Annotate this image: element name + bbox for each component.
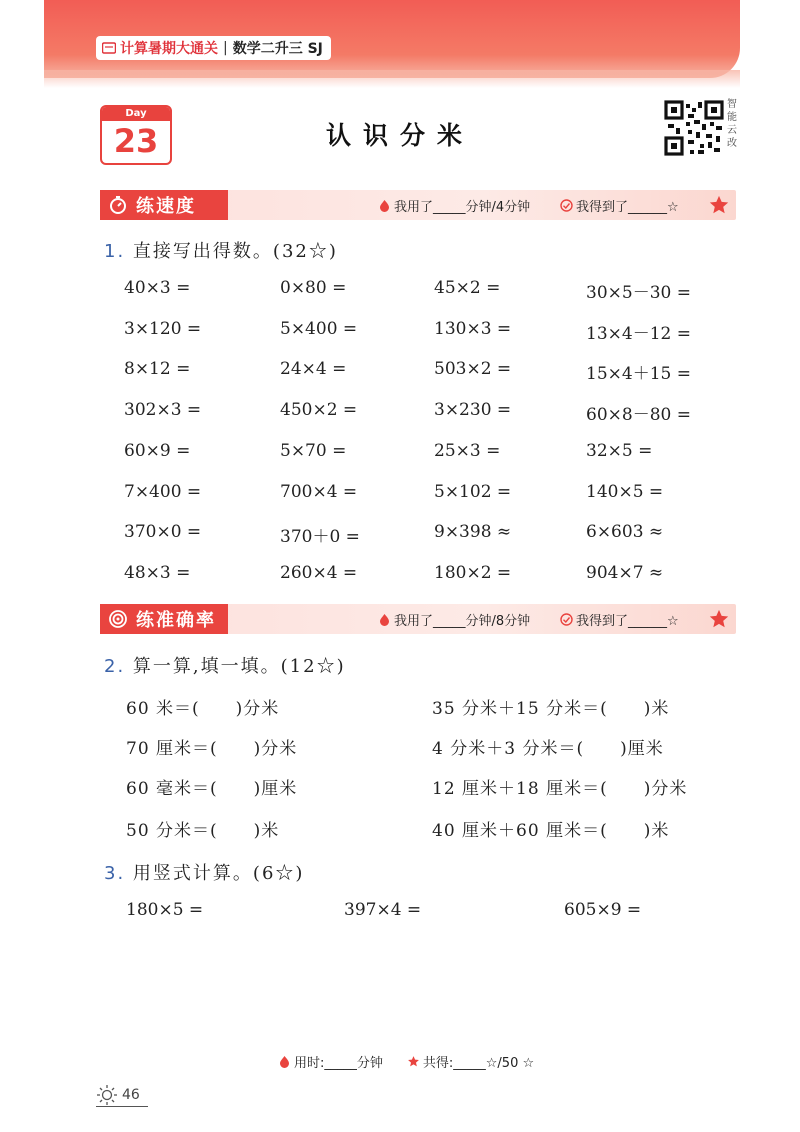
fill-item[interactable]: 4 分米＋3 分米＝( )厘米: [432, 739, 664, 759]
question-3-title: [104, 859, 304, 885]
sun-icon: [96, 1084, 118, 1106]
oral-calc-item[interactable]: 700×4 =: [280, 482, 358, 502]
question-1-title: [104, 237, 338, 263]
oral-calc-item[interactable]: 13×4－12 =: [586, 324, 691, 344]
score-speed: [560, 196, 679, 215]
series-name: 计算暑期大通关: [120, 41, 218, 57]
oral-calc-item[interactable]: 140×5 =: [586, 482, 664, 502]
oral-calc-item[interactable]: 5×400 =: [280, 319, 358, 339]
oral-calc-item[interactable]: 5×70 =: [280, 441, 347, 461]
page-number: [96, 1084, 140, 1106]
oral-calc-item[interactable]: 450×2 =: [280, 400, 358, 420]
question-2-number: 2.: [104, 656, 126, 677]
oral-calc-item[interactable]: 130×3 =: [434, 319, 512, 339]
day-badge: [100, 105, 172, 165]
check-circle-icon: [560, 613, 573, 626]
fill-item[interactable]: 12 厘米＋18 厘米＝( )分米: [432, 779, 688, 799]
oral-calc-item[interactable]: 15×4＋15 =: [586, 364, 691, 384]
star-icon: [407, 1055, 420, 1068]
fill-item[interactable]: 50 分米＝( )米: [126, 821, 280, 841]
oral-calc-item[interactable]: 25×3 =: [434, 441, 501, 461]
footer-time: 用时:_____分钟: [294, 1056, 383, 1071]
oral-calc-item[interactable]: 40×3 =: [124, 278, 191, 298]
page-number-text: 46: [122, 1087, 140, 1103]
day-number: 23: [113, 122, 159, 160]
fill-item[interactable]: 40 厘米＋60 厘米＝( )米: [432, 821, 670, 841]
oral-calc-item[interactable]: 3×120 =: [124, 319, 202, 339]
qr-code-icon[interactable]: [664, 100, 724, 156]
section-label-speed: 练速度: [136, 196, 196, 217]
footer-total: 共得:_____☆/50 ☆: [422, 1056, 535, 1071]
section-tag-speed: [100, 190, 228, 220]
oral-calc-item[interactable]: 24×4 =: [280, 359, 347, 379]
oral-calc-item[interactable]: 904×7 ≈: [586, 563, 664, 583]
page-number-rule: [96, 1106, 148, 1107]
score-accuracy: [560, 610, 679, 629]
oral-calc-item[interactable]: 302×3 =: [124, 400, 202, 420]
oral-calc-item[interactable]: 8×12 =: [124, 359, 191, 379]
star-icon: [708, 194, 730, 216]
oral-calc-item[interactable]: 45×2 =: [434, 278, 501, 298]
oral-calc-item[interactable]: 503×2 =: [434, 359, 512, 379]
series-separator: |: [223, 40, 228, 56]
oral-calc-item[interactable]: 60×9 =: [124, 441, 191, 461]
score-accuracy-text: 我得到了______☆: [576, 614, 679, 629]
question-3-number: 3.: [104, 863, 126, 884]
question-2-title: [104, 652, 346, 678]
footer-summary: [278, 1052, 534, 1071]
book-icon: [102, 42, 116, 54]
oral-calc-item[interactable]: 32×5 =: [586, 441, 653, 461]
target-icon: [108, 609, 128, 629]
page-title: 认识分米: [325, 121, 474, 150]
score-speed-text: 我得到了______☆: [576, 200, 679, 215]
question-1-number: 1.: [104, 241, 126, 262]
oral-calc-item[interactable]: 3×230 =: [434, 400, 512, 420]
oral-calc-item[interactable]: 6×603 ≈: [586, 522, 664, 542]
qr-caption: 智能云改: [727, 99, 737, 149]
section-bar-accuracy: [100, 604, 736, 634]
section-bar-speed: [100, 190, 736, 220]
fill-item[interactable]: 35 分米＋15 分米＝( )米: [432, 699, 670, 719]
stopwatch-icon: [108, 195, 128, 215]
flame-icon: [278, 1055, 291, 1068]
oral-calc-item[interactable]: 0×80 =: [280, 278, 347, 298]
flame-icon: [378, 613, 391, 626]
vertical-calc-item[interactable]: 605×9 =: [564, 900, 642, 920]
flame-icon: [378, 199, 391, 212]
oral-calc-item[interactable]: 370×0 =: [124, 522, 202, 542]
oral-calc-item[interactable]: 9×398 ≈: [434, 522, 512, 542]
time-used-speed-text: 我用了_____分钟/4分钟: [394, 200, 531, 215]
vertical-calc-item[interactable]: 180×5 =: [126, 900, 204, 920]
star-icon: [708, 608, 730, 630]
time-used-accuracy-text: 我用了_____分钟/8分钟: [394, 614, 531, 629]
fill-item[interactable]: 70 厘米＝( )分米: [126, 739, 298, 759]
time-used-speed: [378, 196, 530, 215]
oral-calc-item[interactable]: 7×400 =: [124, 482, 202, 502]
time-used-accuracy: [378, 610, 530, 629]
vertical-calc-item[interactable]: 397×4 =: [344, 900, 422, 920]
oral-calc-item[interactable]: 48×3 =: [124, 563, 191, 583]
oral-calc-item[interactable]: 370＋0 =: [280, 527, 360, 547]
check-circle-icon: [560, 199, 573, 212]
series-label: [96, 36, 331, 60]
question-1-text: 直接写出得数。(32☆): [132, 241, 338, 262]
oral-calc-item[interactable]: 5×102 =: [434, 482, 512, 502]
section-label-accuracy: 练准确率: [136, 610, 216, 631]
fill-item[interactable]: 60 米＝( )分米: [126, 699, 280, 719]
oral-calc-item[interactable]: 30×5－30 =: [586, 283, 691, 303]
day-label: Day: [102, 107, 170, 121]
section-tag-accuracy: [100, 604, 228, 634]
header-band-fade: [44, 70, 740, 88]
series-grade: 数学二升三 SJ: [232, 41, 323, 57]
oral-calc-item[interactable]: 180×2 =: [434, 563, 512, 583]
question-2-text: 算一算,填一填。(12☆): [132, 656, 346, 677]
fill-item[interactable]: 60 毫米＝( )厘米: [126, 779, 298, 799]
oral-calc-item[interactable]: 60×8－80 =: [586, 405, 691, 425]
question-3-text: 用竖式计算。(6☆): [132, 863, 305, 884]
oral-calc-item[interactable]: 260×4 =: [280, 563, 358, 583]
